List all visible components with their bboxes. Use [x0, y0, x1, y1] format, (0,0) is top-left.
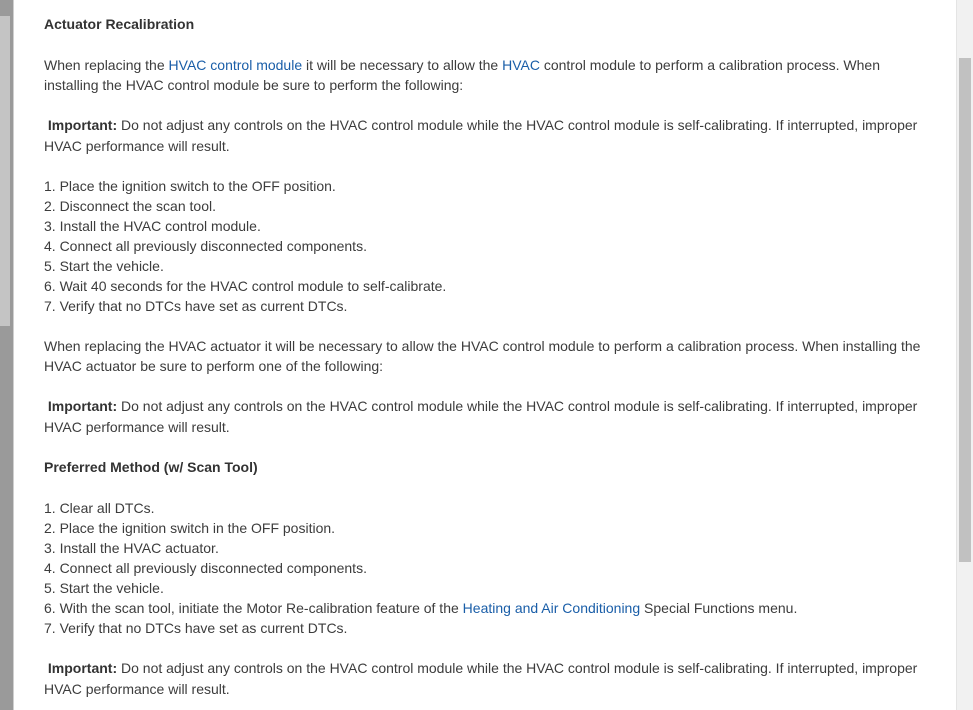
module-step: 3. Install the HVAC control module. [44, 218, 261, 234]
heating-and-air-conditioning-link[interactable]: Heating and Air Conditioning [462, 600, 641, 616]
intro-line-2: installing the HVAC control module be sure to perform the following: [44, 77, 464, 93]
important-note-1-cont: HVAC performance will result. [44, 138, 230, 154]
hvac-link[interactable]: HVAC [502, 57, 540, 73]
important-label: Important: [47, 117, 118, 133]
actuator-step: 3. Install the HVAC actuator. [44, 540, 219, 556]
actuator-step: 5. Start the vehicle. [44, 580, 164, 596]
left-panel-scrollbar[interactable] [0, 0, 13, 710]
important-note-3-cont: HVAC performance will result. [44, 681, 230, 697]
actuator-step: 1. Clear all DTCs. [44, 500, 155, 516]
vertical-scrollbar[interactable] [956, 0, 973, 710]
module-step: 6. Wait 40 seconds for the HVAC control module to self-calibrate. [44, 278, 447, 294]
module-step: 4. Connect all previously disconnected components. [44, 238, 367, 254]
actuator-intro-line-1: When replacing the HVAC actuator it will be necessary to allow the HVAC control module to perform a calibration process. When installing the [44, 338, 921, 354]
important-note-1: Important: Do not adjust any controls on the HVAC control module while the HVAC control module is self-calibrating. If interrupted, improper [47, 117, 918, 133]
left-panel-scrollbar-thumb[interactable] [0, 16, 10, 326]
important-note-3: Important: Do not adjust any controls on the HVAC control module while the HVAC control module is self-calibrating. If interrupted, improper [47, 660, 918, 676]
important-label: Important: [47, 398, 118, 414]
module-step: 7. Verify that no DTCs have set as current DTCs. [44, 298, 348, 314]
hvac-control-module-link[interactable]: HVAC control module [168, 57, 303, 73]
module-step: 2. Disconnect the scan tool. [44, 198, 216, 214]
actuator-step: 7. Verify that no DTCs have set as current DTCs. [44, 620, 348, 636]
module-step: 5. Start the vehicle. [44, 258, 164, 274]
important-note-2-cont: HVAC performance will result. [44, 419, 230, 435]
module-step: 1. Place the ignition switch to the OFF position. [44, 178, 336, 194]
intro-line-1: When replacing the HVAC control module it will be necessary to allow the HVAC control module to perform a calibration process. When [44, 57, 880, 73]
actuator-intro-line-2: HVAC actuator be sure to perform one of the following: [44, 358, 384, 374]
important-label: Important: [47, 660, 118, 676]
scrollbar-thumb[interactable] [959, 58, 971, 562]
preferred-method-heading: Preferred Method (w/ Scan Tool) [44, 459, 258, 475]
panel-divider [13, 0, 14, 710]
important-note-2: Important: Do not adjust any controls on the HVAC control module while the HVAC control module is self-calibrating. If interrupted, improper [47, 398, 918, 414]
section-title: Actuator Recalibration [44, 16, 195, 32]
actuator-step: 2. Place the ignition switch in the OFF position. [44, 520, 336, 536]
actuator-step: 4. Connect all previously disconnected components. [44, 560, 367, 576]
actuator-step: 6. With the scan tool, initiate the Motor Re-calibration feature of the Heating and Air Conditioning Special Functions menu. [44, 600, 798, 616]
